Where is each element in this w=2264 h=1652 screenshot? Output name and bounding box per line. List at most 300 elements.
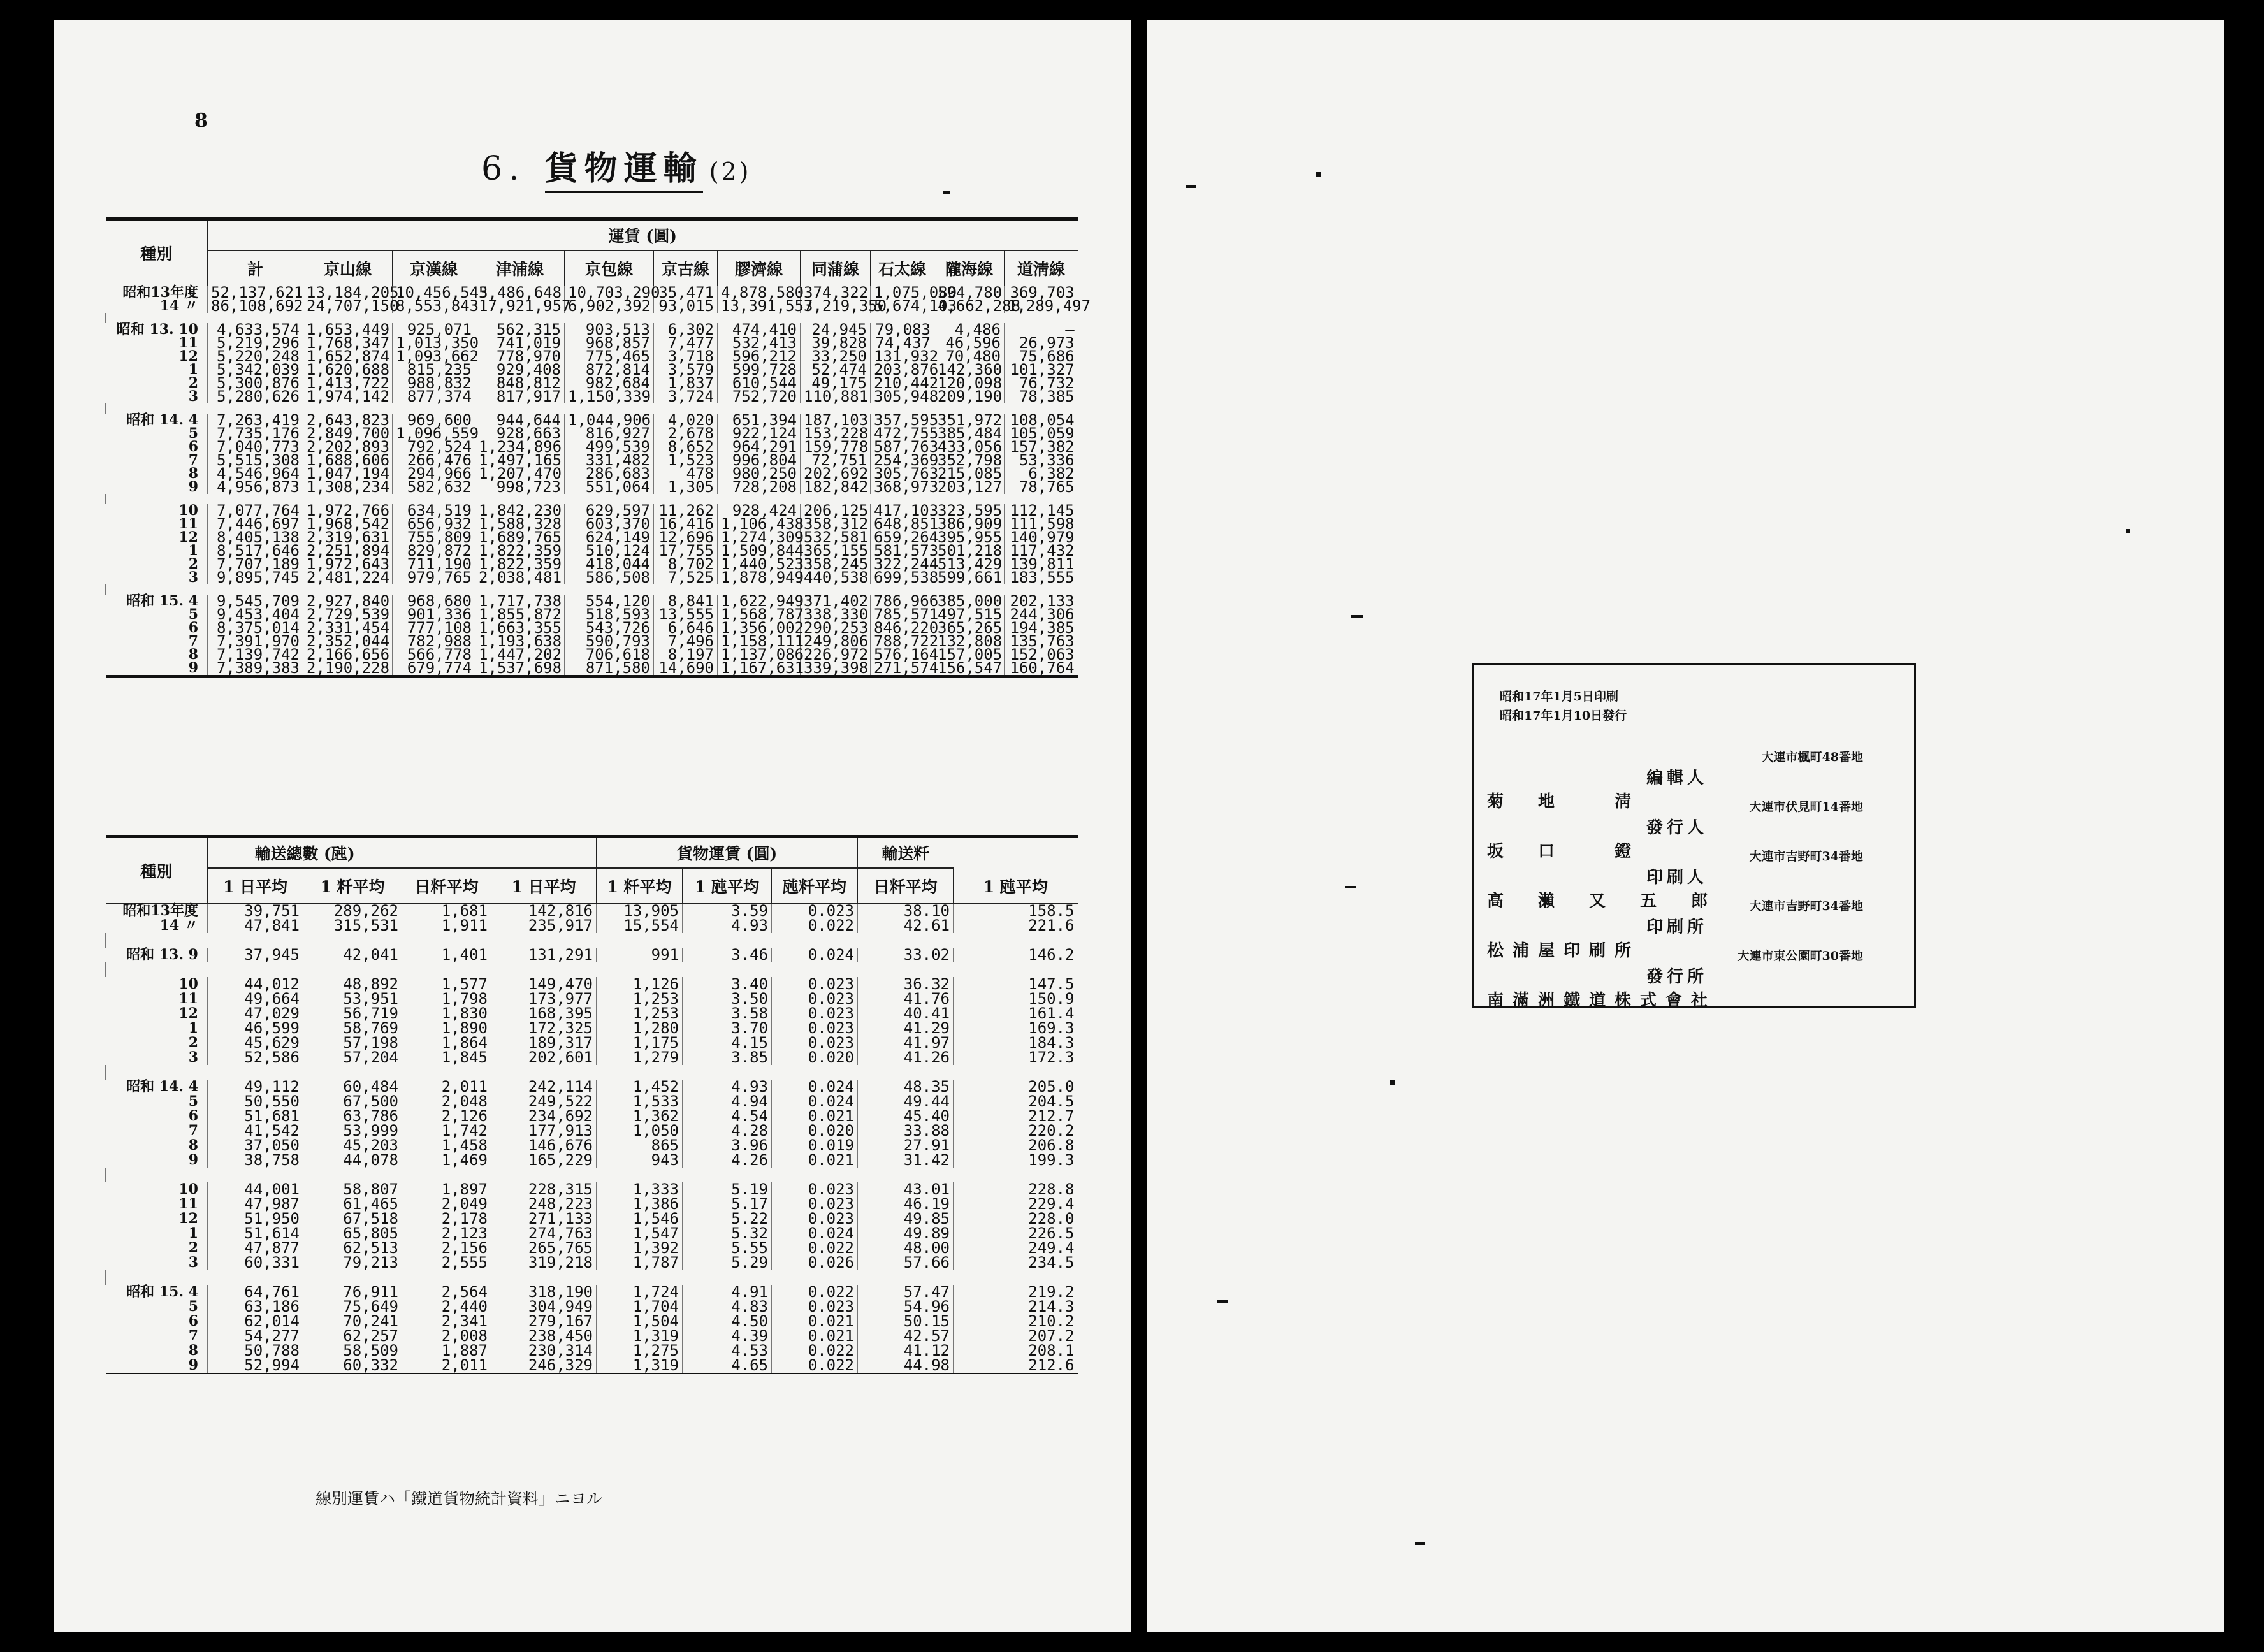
table-cell: 294,966 bbox=[393, 467, 475, 481]
table-cell: 1,193,638 bbox=[475, 635, 565, 648]
table-cell: 3.59 bbox=[683, 904, 772, 919]
table-cell: 5,219,296 bbox=[208, 337, 303, 350]
table-cell: 54,277 bbox=[208, 1329, 303, 1344]
table-cell: 75,686 bbox=[1005, 350, 1078, 363]
row-label: 昭和 13. 9 bbox=[126, 946, 198, 963]
table-cell: 634,519 bbox=[393, 504, 475, 518]
colophon bbox=[1472, 663, 1916, 1008]
table-cell: 242,114 bbox=[491, 1080, 597, 1094]
table-cell: 79,213 bbox=[303, 1256, 402, 1270]
table-cell: 202,692 bbox=[801, 467, 871, 481]
table-row bbox=[106, 1050, 1078, 1065]
table-cell: 4,878,580 bbox=[718, 286, 801, 300]
table-cell: 1,704 bbox=[597, 1300, 683, 1314]
table-cell: 2,156 bbox=[402, 1241, 491, 1256]
traffic-column-header: 1 日平均 bbox=[491, 868, 597, 904]
table-cell: 1,207,470 bbox=[475, 467, 565, 481]
table-cell: 61,465 bbox=[303, 1197, 402, 1212]
table-cell: 1,440,523 bbox=[718, 558, 801, 571]
table-cell: 44,001 bbox=[208, 1182, 303, 1197]
table-cell: 2,008 bbox=[402, 1329, 491, 1344]
traffic-column-header: 1 瓲平均 bbox=[683, 868, 772, 904]
table-cell: 968,680 bbox=[393, 595, 475, 608]
table-cell: 1,392 bbox=[597, 1241, 683, 1256]
table-cell: 244,306 bbox=[1005, 608, 1078, 621]
table-cell: 0.023 bbox=[772, 1212, 858, 1226]
table-cell: 4,020 bbox=[654, 414, 718, 427]
freight-column-header: 京包線 bbox=[565, 250, 654, 286]
table-cell: 249.4 bbox=[954, 1241, 1078, 1256]
table-cell: 13,184,205 bbox=[303, 286, 393, 300]
table-cell: 13,391,557 bbox=[718, 300, 801, 313]
traffic-group-header: 輸送總數 (瓲) bbox=[208, 837, 402, 869]
table-cell: 219.2 bbox=[954, 1285, 1078, 1300]
row-label: 7 bbox=[188, 633, 198, 649]
row-label: 2 bbox=[188, 375, 198, 391]
table-cell: 131,291 bbox=[491, 948, 597, 962]
table-cell: 40.41 bbox=[858, 1006, 954, 1021]
table-cell: 2,331,454 bbox=[303, 621, 393, 635]
table-cell: 4.26 bbox=[683, 1153, 772, 1168]
table-cell: 229.4 bbox=[954, 1197, 1078, 1212]
table-cell: 165,229 bbox=[491, 1153, 597, 1168]
print-speck bbox=[1316, 172, 1321, 177]
freight-column-header: 計 bbox=[208, 250, 303, 286]
table-cell: 5.19 bbox=[683, 1182, 772, 1197]
table-cell: 70,241 bbox=[303, 1314, 402, 1329]
table-cell: 2,849,700 bbox=[303, 427, 393, 440]
freight-row-header: 種別 bbox=[106, 219, 208, 286]
table-cell: 629,597 bbox=[565, 504, 654, 518]
table-cell: 42,041 bbox=[303, 948, 402, 962]
table-cell: 41.26 bbox=[858, 1050, 954, 1065]
table-cell: 1,717,738 bbox=[475, 595, 565, 608]
table-cell: 374,322 bbox=[801, 286, 871, 300]
print-speck bbox=[2126, 529, 2130, 533]
table-cell: 596,212 bbox=[718, 350, 801, 363]
table-cell: 1,689,765 bbox=[475, 531, 565, 544]
table-cell: 865 bbox=[597, 1138, 683, 1153]
row-label: 6 bbox=[188, 620, 198, 636]
table-cell: 2,011 bbox=[402, 1080, 491, 1094]
table-cell: 3.40 bbox=[683, 977, 772, 992]
printed-date: 昭和17年1月5日印刷 bbox=[1500, 690, 1618, 704]
table-cell: 3,579 bbox=[654, 363, 718, 377]
page-number: 8 bbox=[194, 110, 208, 132]
table-cell: 8,841 bbox=[654, 595, 718, 608]
table-cell: 1,319 bbox=[597, 1358, 683, 1373]
table-cell: 3.58 bbox=[683, 1006, 772, 1021]
row-label: 3 bbox=[188, 388, 198, 405]
table-cell: 142,360 bbox=[934, 363, 1005, 377]
table-cell: 988,832 bbox=[393, 377, 475, 390]
table-cell: 60,331 bbox=[208, 1256, 303, 1270]
table-cell: 209,190 bbox=[934, 390, 1005, 403]
table-cell: 711,190 bbox=[393, 558, 475, 571]
row-label: 9 bbox=[188, 479, 198, 495]
traffic-column-header: 1 粁平均 bbox=[597, 868, 683, 904]
table-cell: 49,112 bbox=[208, 1080, 303, 1094]
table-cell: 1,822,359 bbox=[475, 558, 565, 571]
table-cell: 1,319 bbox=[597, 1329, 683, 1344]
table-cell: 323,595 bbox=[934, 504, 1005, 518]
table-cell: 17,921,957 bbox=[475, 300, 565, 313]
table-cell: 72,751 bbox=[801, 454, 871, 467]
table-cell: 5.22 bbox=[683, 1212, 772, 1226]
table-cell: 5,300,876 bbox=[208, 377, 303, 390]
table-cell: 0.021 bbox=[772, 1109, 858, 1124]
table-cell: 338,330 bbox=[801, 608, 871, 621]
table-cell: 1,126 bbox=[597, 977, 683, 992]
table-cell: 228,315 bbox=[491, 1182, 597, 1197]
table-cell: 8,517,646 bbox=[208, 544, 303, 558]
table-cell: 2,555 bbox=[402, 1256, 491, 1270]
table-cell: 51,950 bbox=[208, 1212, 303, 1226]
table-cell: 49,175 bbox=[801, 377, 871, 390]
table-cell: 3.50 bbox=[683, 992, 772, 1006]
table-cell: 70,480 bbox=[934, 350, 1005, 363]
table-cell: 135,763 bbox=[1005, 635, 1078, 648]
table-cell: 2,202,893 bbox=[303, 440, 393, 454]
table-cell: 1,167,631 bbox=[718, 662, 801, 677]
table-cell: 1,822,359 bbox=[475, 544, 565, 558]
table-row bbox=[106, 300, 1078, 313]
table-cell: 24,945 bbox=[801, 323, 871, 337]
table-cell: 50.15 bbox=[858, 1314, 954, 1329]
table-cell: 510,124 bbox=[565, 544, 654, 558]
table-cell: 271,133 bbox=[491, 1212, 597, 1226]
table-cell: 0.021 bbox=[772, 1153, 858, 1168]
table-cell: 440,538 bbox=[801, 571, 871, 584]
print-speck bbox=[943, 191, 950, 194]
table-cell: 184.3 bbox=[954, 1036, 1078, 1050]
row-label: 12 bbox=[178, 1005, 198, 1022]
table-cell: 172,325 bbox=[491, 1021, 597, 1036]
table-cell: 1,974,142 bbox=[303, 390, 393, 403]
table-cell: 4.65 bbox=[683, 1358, 772, 1373]
table-cell: 0.026 bbox=[772, 1256, 858, 1270]
table-cell: 872,814 bbox=[565, 363, 654, 377]
table-cell: 982,684 bbox=[565, 377, 654, 390]
table-cell: 8,197 bbox=[654, 648, 718, 662]
published-date: 昭和17年1月10日發行 bbox=[1500, 709, 1627, 723]
table-cell: 319,218 bbox=[491, 1256, 597, 1270]
table-cell: 0.023 bbox=[772, 1300, 858, 1314]
table-cell: 37,050 bbox=[208, 1138, 303, 1153]
table-cell: 322,244 bbox=[871, 558, 934, 571]
table-cell: 728,208 bbox=[718, 481, 801, 494]
table-cell: 1,447,202 bbox=[475, 648, 565, 662]
table-cell: 1,768,347 bbox=[303, 337, 393, 350]
table-cell: 1,972,643 bbox=[303, 558, 393, 571]
table-cell: 0.022 bbox=[772, 1358, 858, 1373]
table-cell: 52,474 bbox=[801, 363, 871, 377]
table-cell: 203,127 bbox=[934, 481, 1005, 494]
table-cell: 2,319,631 bbox=[303, 531, 393, 544]
table-cell: 706,618 bbox=[565, 648, 654, 662]
table-cell: 1,458 bbox=[402, 1138, 491, 1153]
traffic-column-header: 1 粁平均 bbox=[303, 868, 402, 904]
table-cell: 249,806 bbox=[801, 635, 871, 648]
table-cell: 60,332 bbox=[303, 1358, 402, 1373]
table-cell: 234.5 bbox=[954, 1256, 1078, 1270]
table-cell: 331,482 bbox=[565, 454, 654, 467]
colophon-name: 高 瀨 又 五 郎 bbox=[1487, 892, 1717, 911]
table-cell: 131,932 bbox=[871, 350, 934, 363]
table-cell: 187,103 bbox=[801, 414, 871, 427]
table-cell: 212.6 bbox=[954, 1358, 1078, 1373]
colophon-dates bbox=[1500, 687, 1627, 725]
traffic-column-header: 日粁平均 bbox=[402, 868, 491, 904]
table-cell: 38.10 bbox=[858, 904, 954, 919]
table-cell: 7,735,176 bbox=[208, 427, 303, 440]
table-cell: 7,707,189 bbox=[208, 558, 303, 571]
table-cell: 54.96 bbox=[858, 1300, 954, 1314]
table-cell: 1,175 bbox=[597, 1036, 683, 1050]
table-cell: 9,453,404 bbox=[208, 608, 303, 621]
colophon-name: 菊 地 淸 bbox=[1487, 792, 1641, 811]
table-cell: 599,728 bbox=[718, 363, 801, 377]
table-cell: 0.023 bbox=[772, 1182, 858, 1197]
table-cell: 2,049 bbox=[402, 1197, 491, 1212]
table-cell: 111,598 bbox=[1005, 518, 1078, 531]
table-cell: 5.32 bbox=[683, 1226, 772, 1241]
table-cell: 41,542 bbox=[208, 1124, 303, 1138]
row-label: 5 bbox=[188, 425, 198, 442]
table-cell: 1,253 bbox=[597, 1006, 683, 1021]
table-cell: 365,265 bbox=[934, 621, 1005, 635]
table-cell: 63,186 bbox=[208, 1300, 303, 1314]
row-label: 2 bbox=[188, 1240, 198, 1256]
table-cell: 1,798 bbox=[402, 992, 491, 1006]
table-cell: 1,972,766 bbox=[303, 504, 393, 518]
table-cell: 4.54 bbox=[683, 1109, 772, 1124]
table-cell: 1,280 bbox=[597, 1021, 683, 1036]
table-cell: 1,620,688 bbox=[303, 363, 393, 377]
table-cell: 146,676 bbox=[491, 1138, 597, 1153]
table-cell: 64,761 bbox=[208, 1285, 303, 1300]
table-cell: 829,872 bbox=[393, 544, 475, 558]
table-cell: 0.024 bbox=[772, 1094, 858, 1109]
table-cell: 603,370 bbox=[565, 518, 654, 531]
row-label: 5 bbox=[188, 1093, 198, 1110]
row-label: 11 bbox=[178, 516, 198, 532]
table-cell: 33.88 bbox=[858, 1124, 954, 1138]
table-cell: 928,424 bbox=[718, 504, 801, 518]
table-cell: 358,312 bbox=[801, 518, 871, 531]
row-label: 昭和 14. 4 bbox=[126, 1078, 198, 1095]
row-label: 8 bbox=[188, 646, 198, 663]
table-cell: 38,758 bbox=[208, 1153, 303, 1168]
row-label: 8 bbox=[188, 465, 198, 482]
table-cell: 44,012 bbox=[208, 977, 303, 992]
table-cell: 234,692 bbox=[491, 1109, 597, 1124]
table-cell: 140,979 bbox=[1005, 531, 1078, 544]
table-cell: 369,703 bbox=[1005, 286, 1078, 300]
source-note: 線別運賃ハ「鐵道貨物統計資料」ニヨル bbox=[316, 1489, 603, 1508]
table-cell: 1,724 bbox=[597, 1285, 683, 1300]
table-cell: 1,013,350 bbox=[393, 337, 475, 350]
table-cell: 45.40 bbox=[858, 1109, 954, 1124]
traffic-group-header bbox=[402, 837, 597, 869]
table-cell: 576,164 bbox=[871, 648, 934, 662]
table-cell: 199.3 bbox=[954, 1153, 1078, 1168]
table-cell: 27.91 bbox=[858, 1138, 954, 1153]
row-label: 7 bbox=[188, 1122, 198, 1139]
freight-group-header: 運賃 (圓) bbox=[208, 219, 1078, 250]
table-cell: 0.023 bbox=[772, 992, 858, 1006]
table-cell: 599,661 bbox=[934, 571, 1005, 584]
table-cell: 1,837 bbox=[654, 377, 718, 390]
table-cell: 499,539 bbox=[565, 440, 654, 454]
table-cell: 582,632 bbox=[393, 481, 475, 494]
colophon-name: 南滿洲鐵道株式會社 bbox=[1487, 991, 1717, 1010]
table-cell: 0.023 bbox=[772, 1006, 858, 1021]
row-label: 1 bbox=[188, 1020, 198, 1036]
table-cell: 395,955 bbox=[934, 531, 1005, 544]
table-cell: 265,765 bbox=[491, 1241, 597, 1256]
table-cell: 5,674,103 bbox=[871, 300, 934, 313]
table-cell: 1,413,722 bbox=[303, 377, 393, 390]
table-cell: 1,653,449 bbox=[303, 323, 393, 337]
table-cell: 2,440 bbox=[402, 1300, 491, 1314]
table-cell: 0.022 bbox=[772, 1241, 858, 1256]
table-cell: 3.70 bbox=[683, 1021, 772, 1036]
table-cell: 777,108 bbox=[393, 621, 475, 635]
table-cell: 846,220 bbox=[871, 621, 934, 635]
traffic-column-header: 1 日平均 bbox=[208, 868, 303, 904]
table-cell: 1,546 bbox=[597, 1212, 683, 1226]
table-cell: 2,251,894 bbox=[303, 544, 393, 558]
table-cell: 944,644 bbox=[475, 414, 565, 427]
table-cell: 351,972 bbox=[934, 414, 1005, 427]
table-cell: 532,581 bbox=[801, 531, 871, 544]
colophon-role: 印刷人 bbox=[1646, 868, 1708, 887]
table-cell: 877,374 bbox=[393, 390, 475, 403]
table-cell: 42.61 bbox=[858, 918, 954, 933]
row-label: 昭和13年度 bbox=[122, 284, 198, 301]
colophon-address: 大連市吉野町34番地 bbox=[1749, 850, 1863, 864]
table-cell: 17,755 bbox=[654, 544, 718, 558]
table-cell: 39,751 bbox=[208, 904, 303, 919]
table-cell: 57,198 bbox=[303, 1036, 402, 1050]
row-label: 10 bbox=[178, 502, 198, 519]
table-cell: 4.93 bbox=[683, 1080, 772, 1094]
table-cell: 1,253 bbox=[597, 992, 683, 1006]
table-cell: 4.83 bbox=[683, 1300, 772, 1314]
table-cell: 928,663 bbox=[475, 427, 565, 440]
table-cell: 60,484 bbox=[303, 1080, 402, 1094]
table-cell: 816,927 bbox=[565, 427, 654, 440]
print-speck bbox=[1186, 185, 1196, 188]
table-cell: 979,765 bbox=[393, 571, 475, 584]
table-cell: 203,876 bbox=[871, 363, 934, 377]
page-title bbox=[481, 141, 751, 189]
table-cell: 41.12 bbox=[858, 1344, 954, 1358]
table-cell: 1,681 bbox=[402, 904, 491, 919]
table-row bbox=[106, 662, 1078, 677]
table-cell: 386,909 bbox=[934, 518, 1005, 531]
table-cell: 656,932 bbox=[393, 518, 475, 531]
table-cell: 590,793 bbox=[565, 635, 654, 648]
row-label: 12 bbox=[178, 1210, 198, 1227]
table-cell: 62,513 bbox=[303, 1241, 402, 1256]
table-cell: 202,601 bbox=[491, 1050, 597, 1065]
table-cell: 518,593 bbox=[565, 608, 654, 621]
table-cell: 202,133 bbox=[1005, 595, 1078, 608]
row-label: 3 bbox=[188, 569, 198, 586]
table-cell: 562,315 bbox=[475, 323, 565, 337]
table-cell: 158.5 bbox=[954, 904, 1078, 919]
table-cell: 1,234,896 bbox=[475, 440, 565, 454]
freight-column-header: 道淸線 bbox=[1005, 250, 1078, 286]
table-cell: 26,973 bbox=[1005, 337, 1078, 350]
freight-column-header: 京山線 bbox=[303, 250, 393, 286]
table-cell: 7,446,697 bbox=[208, 518, 303, 531]
table-cell: 173,977 bbox=[491, 992, 597, 1006]
table-cell: 6,902,392 bbox=[565, 300, 654, 313]
table-cell: 207.2 bbox=[954, 1329, 1078, 1344]
table-cell: 4.53 bbox=[683, 1344, 772, 1358]
table-cell: 286,683 bbox=[565, 467, 654, 481]
table-cell: 33.02 bbox=[858, 948, 954, 962]
table-cell: 1,830 bbox=[402, 1006, 491, 1021]
row-label: 14 〃 bbox=[159, 298, 198, 314]
table-cell: 3,724 bbox=[654, 390, 718, 403]
table-cell: 78,385 bbox=[1005, 390, 1078, 403]
row-label: 2 bbox=[188, 1034, 198, 1051]
table-cell: 1,533 bbox=[597, 1094, 683, 1109]
table-cell: 1,845 bbox=[402, 1050, 491, 1065]
table-cell: 47,987 bbox=[208, 1197, 303, 1212]
table-cell: 289,262 bbox=[303, 904, 402, 919]
freight-column-header: 隴海線 bbox=[934, 250, 1005, 286]
table-cell: 147.5 bbox=[954, 977, 1078, 992]
table-cell: 315,531 bbox=[303, 918, 402, 933]
table-cell: 778,970 bbox=[475, 350, 565, 363]
colophon-address: 大連市吉野町34番地 bbox=[1749, 899, 1863, 913]
table-cell: 4,956,873 bbox=[208, 481, 303, 494]
table-cell: 0.020 bbox=[772, 1124, 858, 1138]
table-cell: 352,798 bbox=[934, 454, 1005, 467]
table-cell: 775,465 bbox=[565, 350, 654, 363]
table-row bbox=[106, 948, 1078, 962]
table-cell: 0.023 bbox=[772, 1197, 858, 1212]
table-cell: 57,204 bbox=[303, 1050, 402, 1065]
table-cell: 0.023 bbox=[772, 977, 858, 992]
table-cell: 93,015 bbox=[654, 300, 718, 313]
table-cell: 5,342,039 bbox=[208, 363, 303, 377]
table-cell: 86,108,692 bbox=[208, 300, 303, 313]
colophon-entry bbox=[1487, 946, 1901, 1011]
row-label: 1 bbox=[188, 542, 198, 559]
table-cell: 1,386 bbox=[597, 1197, 683, 1212]
colophon-name: 坂 口 鐙 bbox=[1487, 842, 1641, 861]
table-cell: 6,302 bbox=[654, 323, 718, 337]
row-label: 9 bbox=[188, 660, 198, 676]
table-cell: 1,401 bbox=[402, 948, 491, 962]
colophon-address: 大連市楓町48番地 bbox=[1761, 750, 1863, 764]
table-cell: 49.89 bbox=[858, 1226, 954, 1241]
table-cell: 358,245 bbox=[801, 558, 871, 571]
table-cell: 266,476 bbox=[393, 454, 475, 467]
table-cell: 214.3 bbox=[954, 1300, 1078, 1314]
table-cell: 49,664 bbox=[208, 992, 303, 1006]
table-row bbox=[106, 1153, 1078, 1168]
table-cell: 2,178 bbox=[402, 1212, 491, 1226]
table-cell: 41.97 bbox=[858, 1036, 954, 1050]
table-cell: 472,755 bbox=[871, 427, 934, 440]
